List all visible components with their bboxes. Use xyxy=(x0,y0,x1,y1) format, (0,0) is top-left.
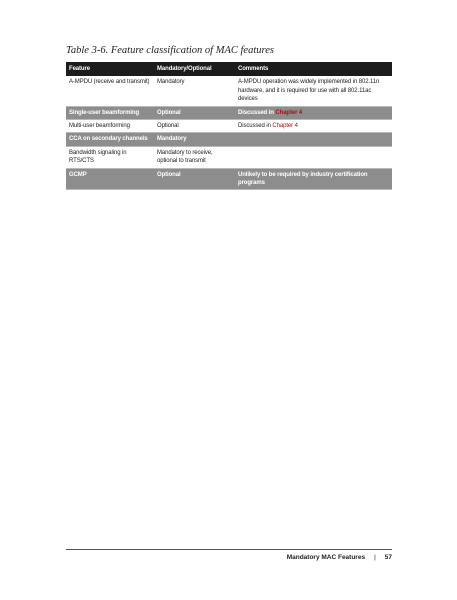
feature-cell: CCA on secondary channels xyxy=(66,133,154,146)
feature-cell: Single-user beamforming xyxy=(66,106,154,119)
comment-cell xyxy=(235,133,392,146)
comment-cell xyxy=(235,76,392,106)
footer-section-title: Mandatory MAC Features xyxy=(286,554,366,561)
table-row xyxy=(66,120,392,133)
status-cell: Mandatory to receive, optional to transmit xyxy=(154,146,235,168)
table-row xyxy=(66,168,392,190)
feature-cell: Bandwidth signaling in RTS/CTS xyxy=(66,146,154,168)
footer-separator: | xyxy=(374,554,376,561)
page-footer xyxy=(287,554,392,561)
status-cell: Optional xyxy=(154,120,235,133)
table-row xyxy=(66,106,392,119)
comment-text: Unlikely to be required by industry certification programs xyxy=(238,171,368,187)
header-mandatory-optional: Mandatory/Optional xyxy=(154,62,235,76)
comment-text: Discussed in xyxy=(238,109,276,116)
table-header-row xyxy=(66,62,392,76)
feature-cell: Multi-user beamforming xyxy=(66,120,154,133)
table-row xyxy=(66,146,392,168)
footer-divider xyxy=(66,549,392,550)
comment-text: Discussed in xyxy=(238,123,273,130)
header-comments: Comments xyxy=(235,62,392,76)
table-row xyxy=(66,133,392,146)
status-cell: Mandatory xyxy=(154,133,235,146)
comment-cell xyxy=(235,168,392,190)
comment-cell xyxy=(235,146,392,168)
feature-classification-table xyxy=(66,62,392,190)
comment-text: A-MPDU operation was widely implemented in 802.11n hardware, and it is required for use with all 802.11ac devices xyxy=(238,79,380,103)
chapter-link[interactable]: Chapter 4 xyxy=(275,109,303,116)
table-row xyxy=(66,76,392,106)
feature-cell: GCMP xyxy=(66,168,154,190)
comment-cell xyxy=(235,106,392,119)
status-cell: Optional xyxy=(154,168,235,190)
table-caption: Table 3-6. Feature classification of MAC features xyxy=(66,45,274,56)
feature-cell: A-MPDU (receive and transmit) xyxy=(66,76,154,106)
status-cell: Mandatory xyxy=(154,76,235,106)
status-cell: Optional xyxy=(154,106,235,119)
chapter-link[interactable]: Chapter 4 xyxy=(272,123,298,130)
page-number: 57 xyxy=(384,554,392,561)
header-feature: Feature xyxy=(66,62,154,76)
comment-cell xyxy=(235,120,392,133)
